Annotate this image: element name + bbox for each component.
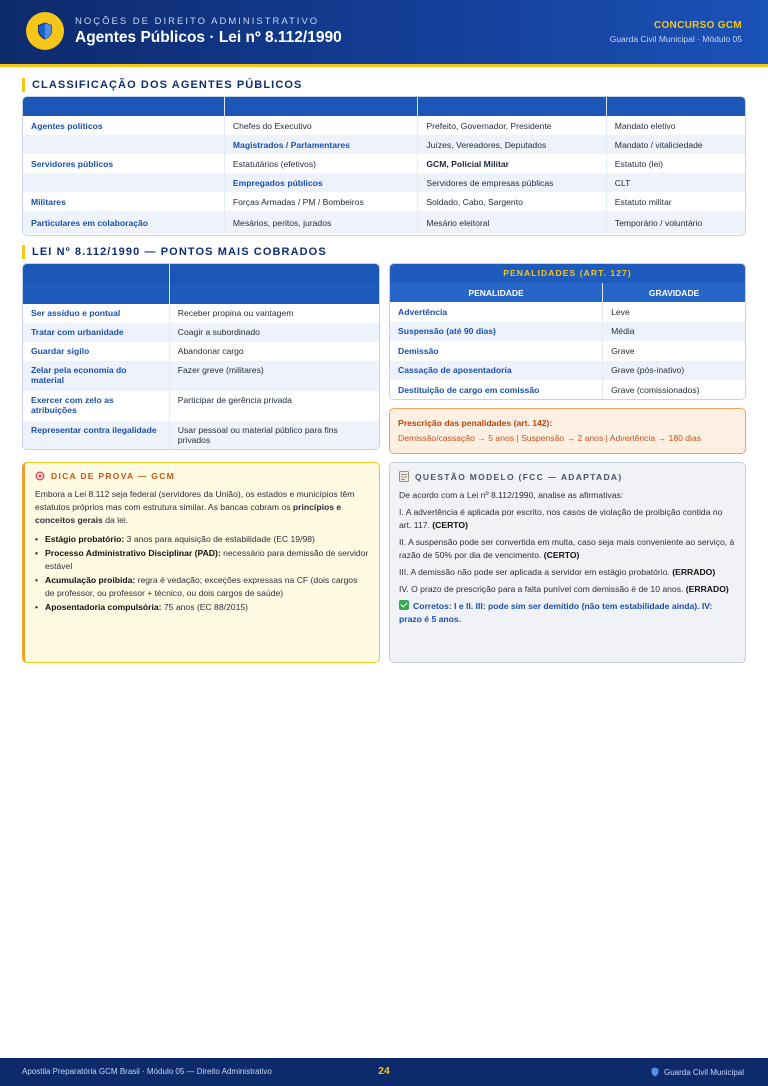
table-row (23, 116, 745, 135)
table-subheader-row (23, 284, 379, 304)
header-contest: CONCURSO GCM (653, 20, 742, 31)
category-cell: Particulares em colaboração (23, 211, 224, 234)
deveres-proibicoes-table (23, 264, 379, 450)
column-header-gravidade: GRAVIDADE (603, 283, 745, 302)
table-row (23, 192, 745, 211)
table-row (23, 173, 745, 192)
table-row (390, 380, 745, 400)
category-cell (23, 173, 224, 192)
section-title-classificacao: CLASSIFICAÇÃO DOS AGENTES PÚBLICOS (22, 78, 302, 92)
column-subheader (23, 284, 169, 304)
footer-left: Apostila Preparatória GCM Brasil · Módulo 05 — Direito Administrativo (22, 1067, 272, 1076)
tip-title: DICA DE PROVA — GCM (51, 471, 176, 481)
penalidade-cell: Suspensão (até 90 dias) (390, 322, 603, 342)
target-icon (35, 471, 45, 481)
list-item: IV. O prazo de prescrição para a falta punível com demissão é de 10 anos. (ERRADO) (399, 584, 729, 594)
proibicao-cell: Coagir a subordinado (169, 323, 379, 342)
list-item: • Acumulação proibida: regra é vedação; exceções expressas na CF (dois cargos de professor, ou professor + técnico, ou dois cargos de saúde) (35, 574, 369, 600)
list-item: II. A suspensão pode ser convertida em multa, caso seja mais conveniente ao serviço, à razão de 50% por dia de vencimento. (CERTO) (399, 537, 735, 560)
shield-icon (651, 1067, 659, 1077)
table-header-row (23, 97, 745, 116)
column-header (606, 97, 745, 116)
link-cell: Mandato eletivo (614, 120, 676, 131)
dever-cell: Tratar com urbanidade (23, 323, 169, 342)
header-kicker: NOÇÕES DE DIREITO ADMINISTRATIVO (75, 16, 320, 27)
column-header-penalidade: PENALIDADE (390, 283, 603, 302)
example-cell: GCM, Policial Militar (418, 154, 606, 173)
table-row (390, 302, 745, 322)
table-row (23, 154, 745, 173)
column-header (23, 97, 224, 116)
page-footer (0, 1058, 768, 1086)
type-cell: Mesários, peritos, jurados (224, 211, 417, 234)
example-cell: Servidores de empresas públicas (418, 173, 606, 192)
tip-intro: Embora a Lei 8.112 seja federal (servidores da União), os estados e municípios têm estatutos próprios mas com estrutura similar. As bancas cobram os princípios e conceitos gerais da lei. (35, 489, 355, 525)
gravidade-cell: Grave (pós-inativo) (603, 361, 745, 381)
table-row (23, 342, 379, 361)
table-row (390, 322, 745, 342)
example-cell: Juízes, Vereadores, Deputados (418, 135, 606, 154)
question-intro: De acordo com a Lei nº 8.112/1990, analise as afirmativas: (399, 490, 624, 500)
penalidades-table (390, 283, 745, 400)
model-question-box (389, 462, 746, 663)
link-cell: CLT (606, 173, 745, 192)
classification-table (23, 97, 745, 234)
footer-right: Guarda Civil Municipal (651, 1067, 744, 1077)
table-row (390, 361, 745, 381)
type-cell: Magistrados / Parlamentares (224, 135, 417, 154)
question-title-row (399, 471, 736, 482)
question-answer: Corretos: I e II. III: pode sim ser demitido (não tem estabilidade ainda). IV: prazo é 5 anos. (399, 601, 713, 624)
proibicao-cell: Abandonar cargo (177, 346, 244, 356)
list-item: • Processo Administrativo Disciplinar (PAD): necessário para demissão de servidor estável (35, 547, 369, 573)
type-cell: Forças Armadas / PM / Bombeiros (224, 192, 417, 211)
column-header (224, 97, 417, 116)
memo-icon (399, 471, 409, 482)
dever-cell: Representar contra ilegalidade (23, 421, 169, 450)
tip-list (35, 533, 369, 614)
gravidade-cell: Leve (611, 306, 630, 317)
table-header-row (23, 264, 379, 284)
page-header (0, 0, 768, 64)
dever-cell: Guardar sigilo (23, 342, 169, 361)
example-cell: Mesário eleitoral (418, 211, 606, 234)
list-item: • Aposentadoria compulsória: 75 anos (EC 88/2015) (35, 601, 369, 614)
logo-badge (26, 12, 64, 50)
type-cell: Chefes do Executivo (224, 116, 417, 135)
penalidade-cell: Cassação de aposentadoria (390, 361, 603, 381)
penalidades-card (389, 263, 746, 400)
page-number: 24 (378, 1065, 390, 1077)
dever-cell: Exercer com zelo as atribuições (23, 391, 169, 421)
table-row (23, 211, 745, 234)
link-cell: Temporário / voluntário (606, 211, 745, 234)
penalidade-cell: Destituição de cargo em comissão (390, 380, 603, 400)
category-cell: Servidores públicos (23, 154, 224, 173)
penalidade-cell: Advertência (390, 302, 603, 322)
category-cell: Agentes políticos (23, 116, 224, 135)
tip-title-row (35, 471, 369, 481)
dever-cell: Zelar pela economia do material (23, 361, 169, 391)
prescricao-body: Demissão/cassação → 5 anos | Suspensão → 2 anos | Advertência → 180 dias (398, 433, 702, 443)
type-cell: Empregados públicos (224, 173, 417, 192)
dever-cell: Ser assíduo e pontual (23, 304, 169, 323)
prescricao-title: Prescrição das penalidades (art. 142): (398, 418, 553, 428)
example-cell: Soldado, Cabo, Sargento (418, 192, 606, 211)
table-row (23, 304, 379, 323)
column-header (418, 97, 606, 116)
penalidades-title: PENALIDADES (ART. 127) (390, 264, 745, 283)
table-row (23, 391, 379, 421)
table-row (23, 421, 379, 450)
penalidade-cell: Demissão (390, 341, 603, 361)
question-items (399, 506, 736, 596)
deveres-proibicoes-card (22, 263, 380, 450)
classification-table-card (22, 96, 746, 236)
table-row (23, 135, 745, 154)
tip-box (22, 462, 380, 663)
link-cell: Estatuto militar (614, 196, 672, 207)
category-cell (23, 135, 224, 154)
shield-icon (37, 22, 53, 40)
link-cell: Estatuto (lei) (614, 158, 664, 169)
prescricao-note (389, 408, 746, 454)
gravidade-cell: Grave (611, 345, 635, 356)
example-cell: Prefeito, Governador, Presidente (418, 116, 606, 135)
category-cell: Militares (23, 192, 224, 211)
table-row (23, 323, 379, 342)
question-title: QUESTÃO MODELO (FCC — ADAPTADA) (415, 471, 623, 482)
table-header-row (390, 283, 745, 302)
list-item: III. A demissão não pode ser aplicada a servidor em estágio probatório. (ERRADO) (399, 567, 716, 577)
list-item: I. A advertência é aplicada por escrito, nos casos de violação de proibição contida no art. 117. (CERTO) (399, 507, 723, 530)
column-subheader (169, 284, 379, 304)
column-header (23, 264, 169, 284)
page-title: Agentes Públicos · Lei nº 8.112/1990 (75, 29, 342, 46)
proibicao-cell: Receber propina ou vantagem (177, 308, 294, 318)
checkmark-icon (399, 600, 409, 610)
gravidade-cell: Média (603, 322, 745, 342)
proibicao-cell: Participar de gerência privada (177, 395, 292, 405)
table-row (390, 341, 745, 361)
gravidade-cell: Grave (comissionados) (611, 384, 700, 395)
column-header (169, 264, 379, 284)
table-row (23, 361, 379, 391)
proibicao-cell: Fazer greve (militares) (169, 361, 379, 391)
header-module: Guarda Civil Municipal · Módulo 05 (609, 34, 742, 44)
section-title-lei: LEI Nº 8.112/1990 — PONTOS MAIS COBRADOS (22, 245, 327, 259)
list-item: • Estágio probatório: 3 anos para aquisição de estabilidade (EC 19/98) (35, 533, 369, 546)
proibicao-cell: Usar pessoal ou material público para fins privados (169, 421, 379, 450)
header-accent-strip (0, 64, 768, 67)
link-cell: Mandato / vitaliciedade (606, 135, 745, 154)
type-cell: Estatutários (efetivos) (224, 154, 417, 173)
